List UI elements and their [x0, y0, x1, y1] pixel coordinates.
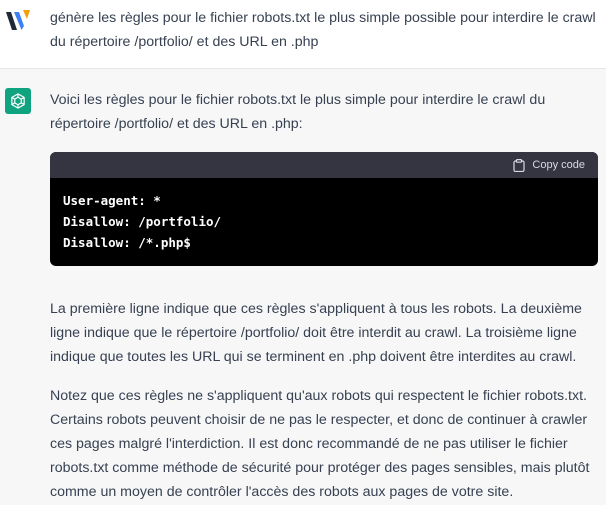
code-line: Disallow: /*.php$	[63, 235, 191, 250]
assistant-paragraph: La première ligne indique que ces règles s'appliquent à tous les robots. La deuxième ligne indique que le répertoire /portfolio/ doit être interdit au crawl. La troisième ligne indique que toutes les URL qui se terminent en .php doivent être interdites au crawl.	[50, 301, 582, 365]
code-line: Disallow: /portfolio/	[63, 214, 222, 229]
user-message-text: génère les règles pour le fichier robots.txt le plus simple possible pour interdire le crawl du répertoire /portfolio/ et des URL en .php	[50, 10, 596, 50]
code-block	[50, 152, 598, 266]
code-line: User-agent: *	[63, 193, 161, 208]
clipboard-icon	[513, 159, 525, 172]
user-message	[0, 0, 606, 69]
user-logo-icon	[5, 8, 31, 34]
code-content[interactable]	[50, 178, 598, 265]
assistant-intro: Voici les règles pour le fichier robots.txt le plus simple pour interdire le crawl du répertoire /portfolio/ et des URL en .php:	[50, 92, 546, 132]
copy-code-label: Copy code	[532, 159, 585, 171]
code-block-header	[50, 152, 598, 178]
copy-code-button[interactable]	[513, 159, 585, 172]
openai-logo-icon	[5, 88, 31, 114]
assistant-message	[0, 69, 606, 505]
assistant-paragraph: Notez que ces règles ne s'appliquent qu'aux robots qui respectent le fichier robots.txt. Certains robots peuvent choisir de ne pas le respecter, et donc de continuer à crawler ces pages malgré l'interdiction. Il est donc recommandé de ne pas utiliser le fichier robots.txt comme méthode de sécurité pour protéger des pages sensibles, mais plutôt comme un moyen de contrôler l'accès des robots aux pages de votre site.	[50, 388, 590, 500]
